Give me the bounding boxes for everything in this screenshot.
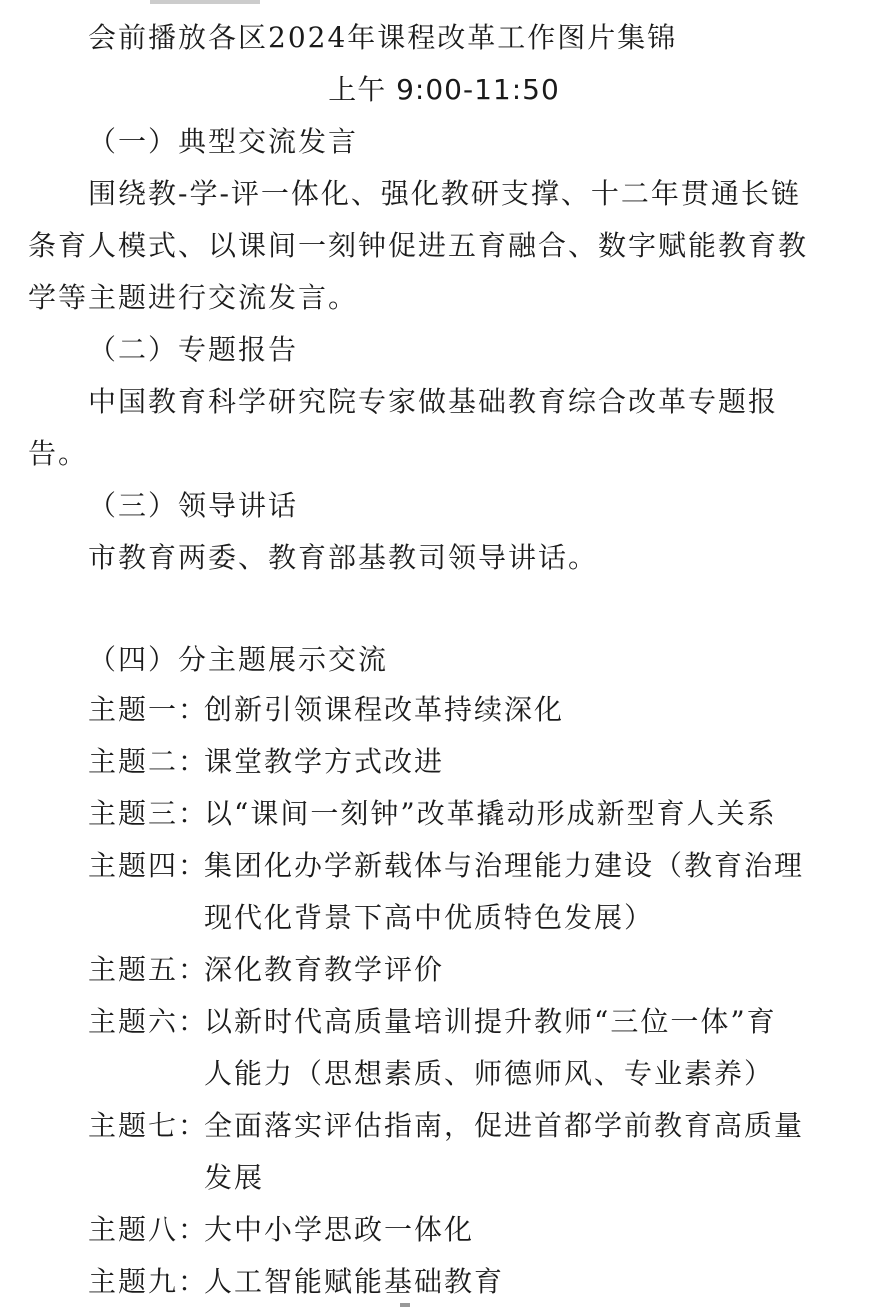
section-1-body-line-2: 条育人模式、以课间一刻钟促进五育融合、数字赋能教育教 (28, 229, 809, 262)
topic-label: 主题七： (88, 1109, 209, 1142)
section-2-body-line-2: 告。 (28, 437, 89, 470)
topic-label: 主题九： (88, 1265, 209, 1298)
scan-artifact (150, 0, 260, 4)
topic-label: 主题八： (88, 1213, 209, 1246)
topic-label: 主题一： (88, 693, 209, 726)
section-3-title: （三）领导讲话 (88, 489, 299, 522)
topic-text-line: 课堂教学方式改进 (204, 745, 445, 778)
morning-time: 上午 9:00-11:50 (328, 73, 560, 106)
section-1-body-line-3: 学等主题进行交流发言。 (28, 281, 359, 314)
topic-text-line: 大中小学思政一体化 (204, 1213, 475, 1246)
topic-text-line: 创新引领课程改革持续深化 (204, 693, 565, 726)
topic-text-line: 以“课间一刻钟”改革撬动形成新型育人关系 (204, 797, 777, 830)
topic-label: 主题四： (88, 849, 209, 882)
topic-text-line: 人工智能赋能基础教育 (204, 1265, 505, 1298)
section-4-title: （四）分主题展示交流 (88, 643, 389, 676)
topic-label: 主题三： (88, 797, 209, 830)
topic-label: 主题六： (88, 1005, 209, 1038)
section-2-title: （二）专题报告 (88, 333, 299, 366)
section-1-title: （一）典型交流发言 (88, 125, 359, 158)
topic-text-line: 以新时代高质量培训提升教师“三位一体”育 (204, 1005, 777, 1038)
topic-label: 主题二： (88, 745, 209, 778)
topic-text-line: 全面落实评估指南，促进首都学前教育高质量 (204, 1109, 805, 1142)
intro-line: 会前播放各区2024年课程改革工作图片集锦 (88, 21, 678, 54)
page-number-mark (400, 1303, 410, 1307)
topic-text-line: 现代化背景下高中优质特色发展） (204, 901, 655, 934)
section-2-body-line-1: 中国教育科学研究院专家做基础教育综合改革专题报 (88, 385, 779, 418)
topic-text-line: 发展 (204, 1161, 265, 1194)
topic-text-line: 深化教育教学评价 (204, 953, 445, 986)
topic-label: 主题五： (88, 953, 209, 986)
section-3-body-line-1: 市教育两委、教育部基教司领导讲话。 (88, 541, 599, 574)
section-1-body-line-1: 围绕教-学-评一体化、强化教研支撑、十二年贯通长链 (88, 177, 801, 210)
topic-text-line: 人能力（思想素质、师德师风、专业素养） (204, 1057, 775, 1090)
topic-text-line: 集团化办学新载体与治理能力建设（教育治理 (204, 849, 805, 882)
